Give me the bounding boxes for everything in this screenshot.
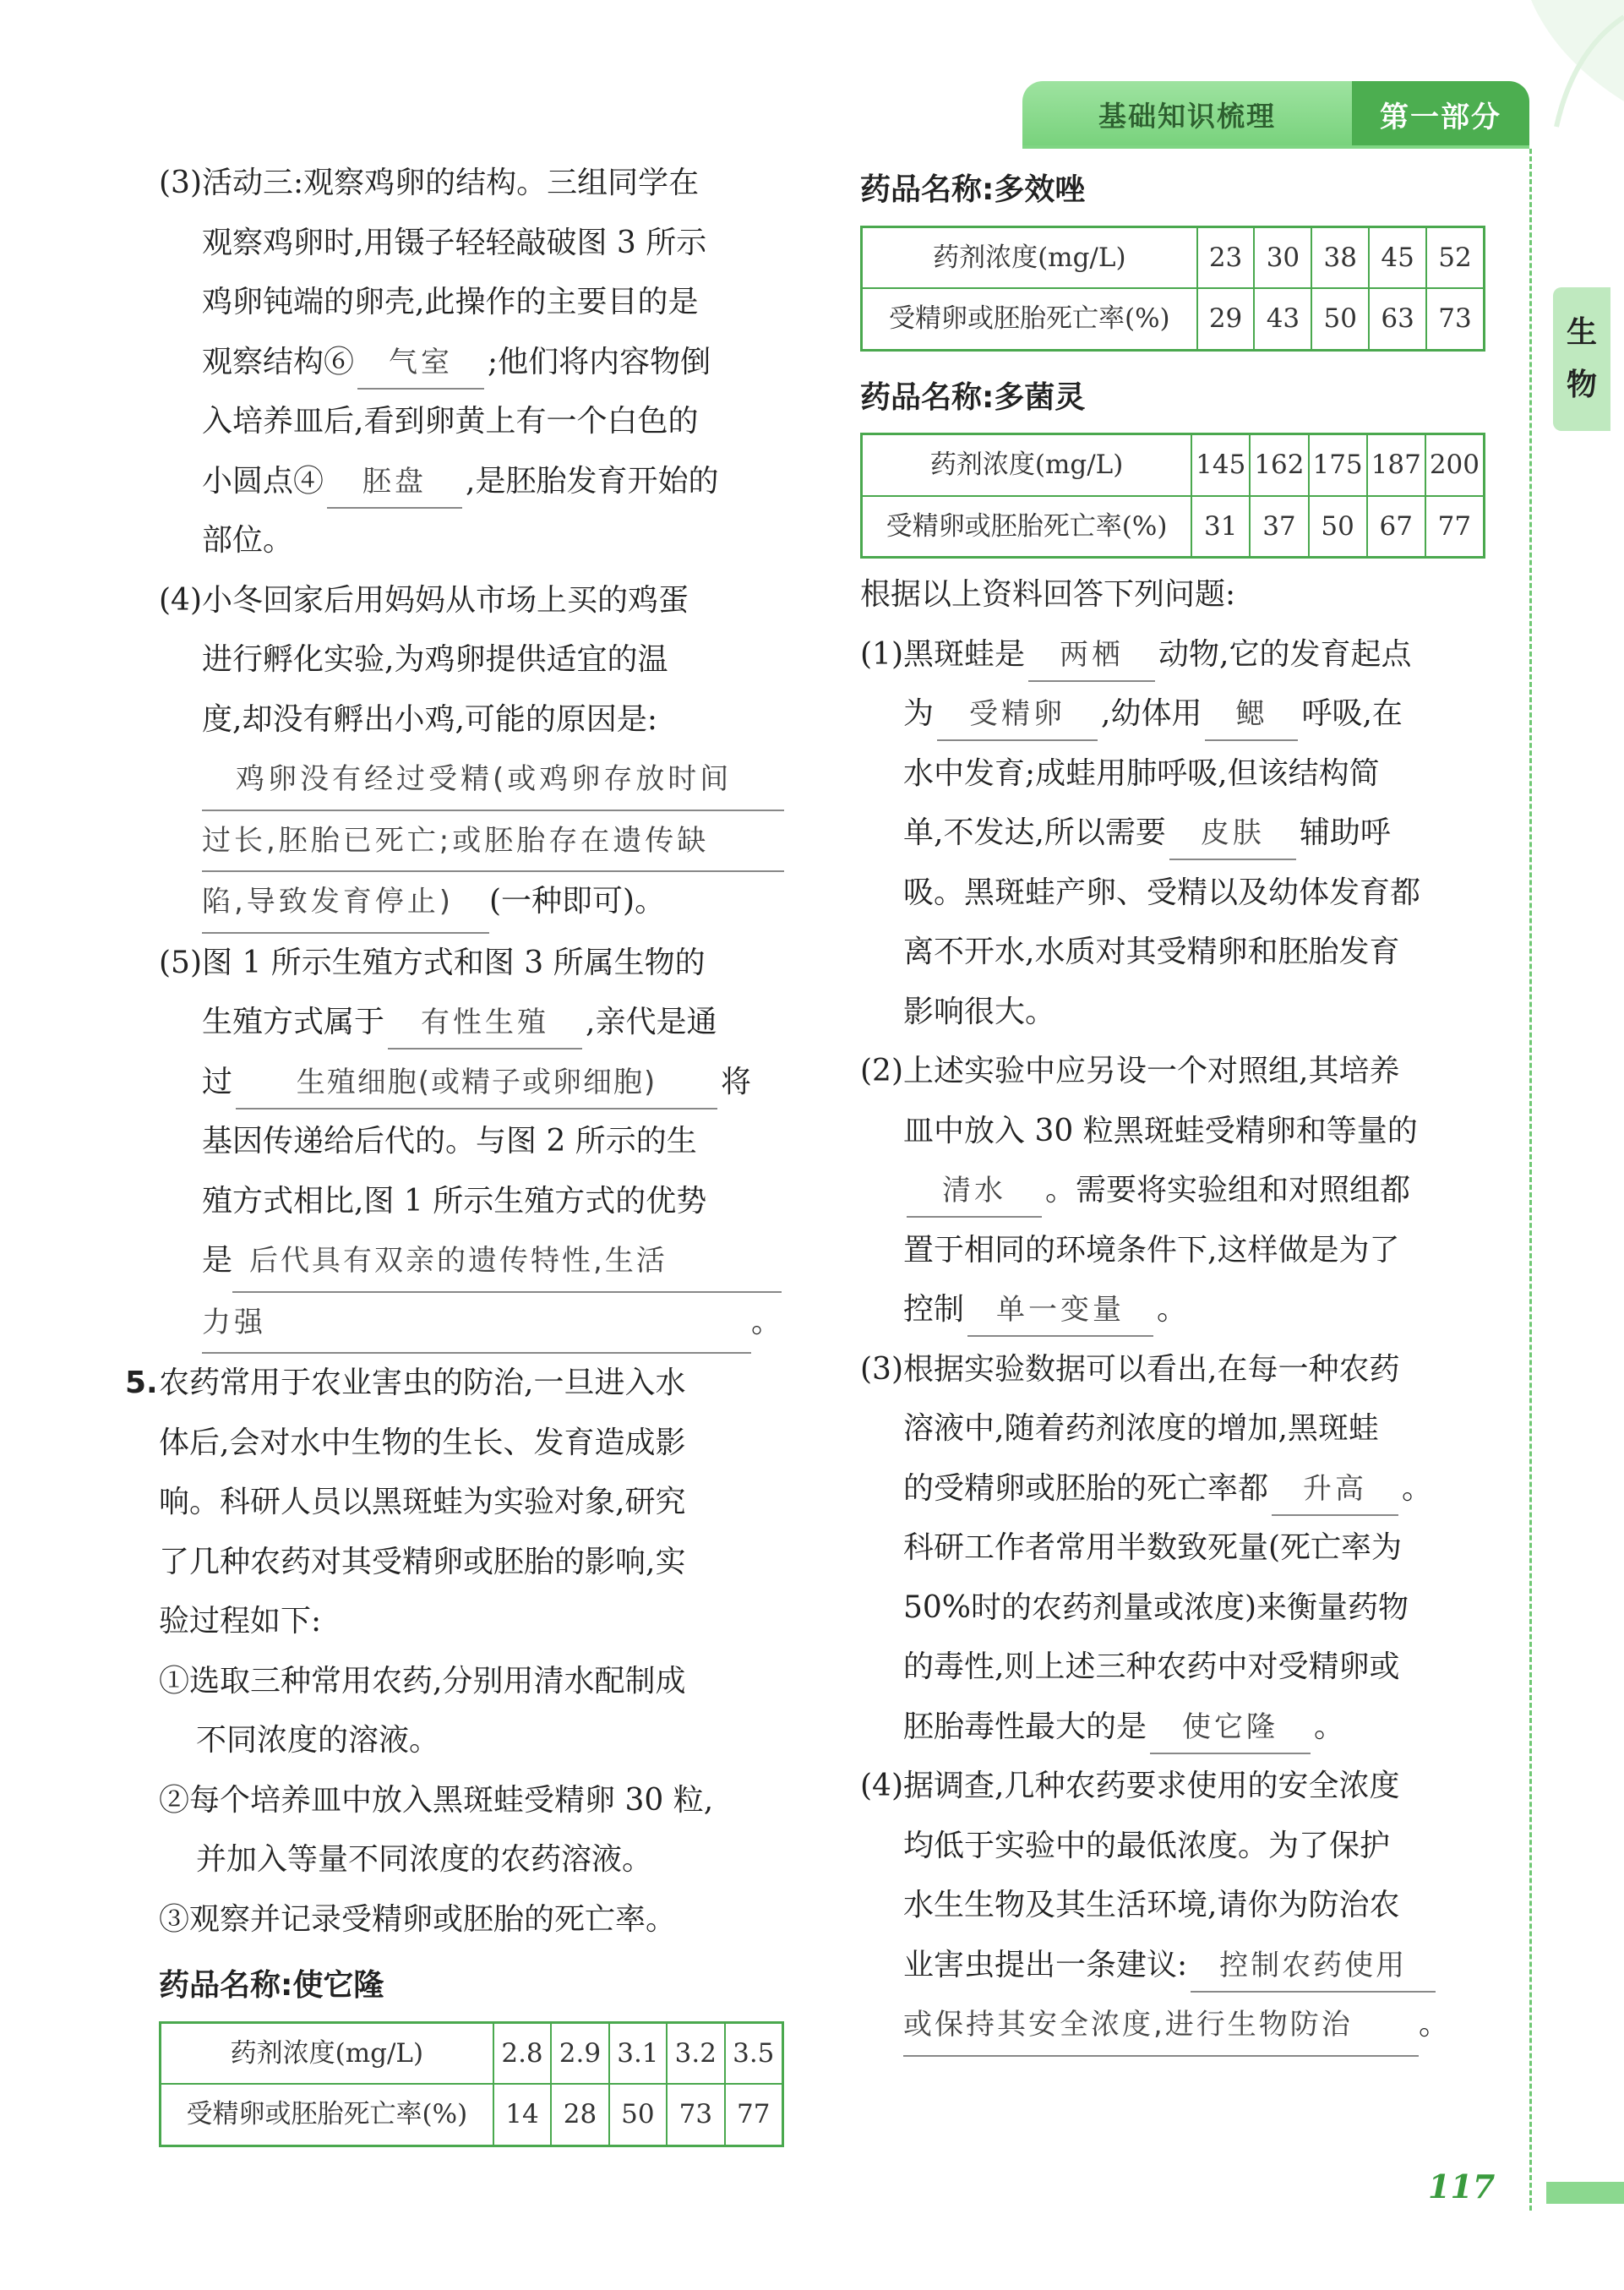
side-tab-char-1: 生	[1566, 315, 1597, 350]
answer-blank: 生殖细胞(或精子或卵细胞)	[236, 1057, 717, 1110]
text-line: 鸡卵钝端的卵壳,此操作的主要目的是	[202, 285, 699, 319]
question-number: (2)	[860, 1054, 903, 1088]
text-segment: 控制	[903, 1292, 965, 1327]
table-cell: 45	[1369, 226, 1426, 288]
question-number: (1)	[860, 636, 903, 672]
answer-blank: 单一变量	[967, 1284, 1153, 1337]
question-number: (4)	[860, 1769, 903, 1803]
table-cell: 200	[1425, 434, 1485, 496]
question-4-left	[159, 571, 784, 934]
text-line: 响。科研人员以黑斑蛙为实验对象,研究	[159, 1485, 686, 1519]
question-3-right	[860, 1340, 1485, 1758]
text-line: 的毒性,则上述三种农药中对受精卵或	[903, 1649, 1400, 1684]
table-cell: 77	[1425, 496, 1485, 558]
table-cell: 63	[1369, 288, 1426, 350]
drug-table-duojunling	[860, 433, 1485, 559]
table-cell: 187	[1367, 434, 1425, 496]
drug-title-duoxiaozuo: 药品名称:多效唑	[860, 172, 1086, 207]
text-line: 农药常用于农业害虫的防治,一旦进入水	[159, 1366, 686, 1400]
text-line: 上述实验中应另设一个对照组,其培养	[903, 1054, 1400, 1088]
text-segment: 单,不发达,所以需要	[903, 815, 1166, 850]
answer-blank: 两栖	[1028, 630, 1155, 682]
text-segment: 的受精卵或胚胎的死亡率都	[903, 1470, 1269, 1506]
text-line: 水生生物及其生活环境,请你为防治农	[903, 1888, 1400, 1922]
answer-line: 或保持其安全浓度,进行生物防治	[903, 1995, 1419, 2057]
text-line: 影响很大。	[903, 994, 1056, 1029]
answer-blank: 清水	[907, 1165, 1042, 1218]
text-line: 水中发育;成蛙用肺呼吸,但该结构简	[903, 755, 1380, 791]
table-cell: 28	[551, 2084, 608, 2146]
text-line: 科研工作者常用半数致死量(死亡率为	[903, 1530, 1403, 1565]
question-4-right	[860, 1757, 1485, 2057]
text-line: 基因传递给后代的。与图 2 所示的生	[202, 1124, 697, 1159]
drug-title-shitalong: 药品名称:使它隆	[159, 1968, 384, 2003]
text-line: 均低于实验中的最低浓度。为了保护	[903, 1828, 1391, 1863]
table-cell: 175	[1309, 434, 1367, 496]
section-tab-part: 第一部分	[1352, 81, 1529, 147]
answer-line: 鸡卵没有经过受精(或鸡卵存放时间	[202, 750, 784, 811]
text-line: 度,却没有孵出小鸡,可能的原因是:	[202, 701, 658, 737]
text-line: 吸。黑斑蛙产卵、受精以及幼体发育都	[903, 875, 1421, 910]
side-tab-char-2: 物	[1566, 368, 1597, 402]
table-row-label: 药剂浓度(mg/L)	[161, 2022, 493, 2084]
answer-blank: 鳃	[1205, 689, 1298, 741]
text-line: 图 1 所示生殖方式和图 3 所属生物的	[202, 945, 706, 980]
text-segment: 胚胎毒性最大的是	[903, 1709, 1147, 1744]
question-number: (4)	[159, 582, 202, 618]
question-1-right	[860, 625, 1485, 1043]
answer-blank: 使它隆	[1150, 1702, 1311, 1754]
text-segment: ;他们将内容物倒	[488, 344, 711, 379]
right-column	[860, 154, 1485, 2057]
question-5-left	[159, 934, 784, 1355]
text-line: 据调查,几种农药要求使用的安全浓度	[903, 1769, 1400, 1803]
answer-blank: 升高	[1272, 1464, 1398, 1516]
table-cell: 38	[1311, 226, 1369, 288]
text-segment: 。	[751, 1304, 782, 1339]
table-cell: 73	[1426, 288, 1484, 350]
drug-table-duoxiaozuo	[860, 226, 1485, 352]
text-line: 了几种农药对其受精卵或胚胎的影响,实	[159, 1544, 686, 1579]
text-line: 活动三:观察鸡卵的结构。三组同学在	[202, 166, 700, 200]
subject-side-tab	[1553, 287, 1610, 431]
table-cell: 29	[1197, 288, 1255, 350]
table-row-label: 受精卵或胚胎死亡率(%)	[862, 288, 1197, 350]
text-segment: 是	[202, 1243, 233, 1278]
left-column	[125, 154, 784, 2147]
step-1: ①选取三种常用农药,分别用清水配制成	[159, 1663, 686, 1698]
text-line: 皿中放入 30 粒黑斑蛙受精卵和等量的	[903, 1113, 1418, 1148]
table-cell: 162	[1250, 434, 1308, 496]
text-line: 根据实验数据可以看出,在每一种农药	[903, 1351, 1400, 1387]
text-line: 观察鸡卵时,用镊子轻轻敲破图 3 所示	[202, 225, 707, 260]
step-2-continued: 并加入等量不同浓度的农药溶液。	[196, 1842, 653, 1877]
question-5-main	[125, 1354, 784, 1949]
text-segment: 将	[721, 1064, 752, 1099]
question-number: (3)	[159, 166, 202, 200]
answer-line: 陷,导致发育停止)	[202, 872, 489, 934]
table-cell: 14	[493, 2084, 551, 2146]
table-cell: 3.5	[725, 2022, 783, 2084]
text-line: 小冬回家后用妈妈从市场上买的鸡蛋	[202, 582, 689, 618]
table-cell: 3.1	[609, 2022, 667, 2084]
table-row-label: 药剂浓度(mg/L)	[862, 226, 1197, 288]
section-tab-basic: 基础知识梳理	[1022, 81, 1352, 147]
step-1-continued: 不同浓度的溶液。	[196, 1723, 440, 1758]
answer-blank: 控制农药使用	[1191, 1940, 1436, 1993]
section-header	[1022, 81, 1529, 147]
table-cell: 2.9	[551, 2022, 608, 2084]
text-segment: 。需要将实验组和对照组都	[1045, 1173, 1411, 1208]
table-cell: 67	[1367, 496, 1425, 558]
text-segment: 生殖方式属于	[202, 1005, 385, 1039]
text-segment: 。	[1419, 2007, 1450, 2042]
table-cell: 50	[609, 2084, 667, 2146]
table-cell: 52	[1426, 226, 1484, 288]
table-cell: 31	[1191, 496, 1250, 558]
text-segment: 。	[1402, 1470, 1433, 1506]
drug-title-duojunling: 药品名称:多菌灵	[860, 379, 1086, 415]
text-line: 殖方式相比,图 1 所示生殖方式的优势	[202, 1183, 707, 1219]
table-cell: 23	[1197, 226, 1255, 288]
text-segment: 。	[1314, 1709, 1345, 1744]
text-segment: 辅助呼	[1299, 815, 1391, 850]
text-segment: (一种即可)。	[489, 884, 666, 919]
text-line: 入培养皿后,看到卵黄上有一个白色的	[202, 404, 699, 439]
text-segment: 呼吸,在	[1301, 696, 1403, 731]
table-cell: 50	[1309, 496, 1367, 558]
table-cell: 77	[725, 2084, 783, 2146]
table-cell: 145	[1191, 434, 1250, 496]
table-cell: 37	[1250, 496, 1308, 558]
answer-blank: 气室	[357, 337, 484, 390]
text-line: 置于相同的环境条件下,这样做是为了	[903, 1232, 1400, 1268]
text-line: 离不开水,水质对其受精卵和胚胎发育	[903, 935, 1400, 969]
text-segment: ,是胚胎发育开始的	[466, 463, 719, 499]
question-3-left	[159, 154, 784, 571]
text-segment: 动物,它的发育起点	[1158, 636, 1412, 672]
step-3: ③观察并记录受精卵或胚胎的死亡率。	[159, 1901, 677, 1937]
table-row-label: 药剂浓度(mg/L)	[862, 434, 1192, 496]
text-segment: 黑斑蛙是	[903, 636, 1026, 672]
answer-line: 后代具有双亲的遗传特性,生活	[232, 1231, 782, 1293]
header-underline	[1022, 145, 1529, 149]
answer-line: 过长,胚胎已死亡;或胚胎存在遗传缺	[202, 811, 784, 873]
text-line: 进行孵化实验,为鸡卵提供适宜的温	[202, 642, 668, 677]
text-segment: 观察结构⑥	[202, 344, 355, 379]
text-segment: 小圆点④	[202, 463, 324, 499]
drug-table-shitalong	[159, 2021, 784, 2147]
answer-blank: 皮肤	[1169, 808, 1296, 860]
answer-blank: 受精卵	[937, 689, 1098, 741]
question-number: (5)	[159, 945, 202, 980]
answer-line: 力强	[202, 1293, 751, 1355]
table-cell: 43	[1254, 288, 1311, 350]
text-segment: 业害虫提出一条建议:	[903, 1947, 1188, 1982]
table-cell: 73	[667, 2084, 724, 2146]
intro-text: 根据以上资料回答下列问题:	[860, 577, 1236, 612]
table-cell: 50	[1311, 288, 1369, 350]
text-segment: 。	[1157, 1292, 1188, 1327]
text-line: 50%时的农药剂量或浓度)来衡量药物	[903, 1589, 1409, 1625]
table-cell: 2.8	[493, 2022, 551, 2084]
page-number: 117	[1428, 2167, 1496, 2205]
answer-blank: 有性生殖	[388, 997, 582, 1050]
step-2: ②每个培养皿中放入黑斑蛙受精卵 30 粒,	[159, 1782, 714, 1818]
table-row-label: 受精卵或胚胎死亡率(%)	[862, 496, 1192, 558]
question-number: (3)	[860, 1351, 903, 1387]
page-number-bar	[1546, 2182, 1624, 2204]
text-line: 验过程如下:	[159, 1604, 322, 1638]
table-cell: 30	[1254, 226, 1311, 288]
text-segment: ,亲代是通	[586, 1005, 717, 1039]
text-segment: 为	[903, 696, 935, 731]
question-2-right	[860, 1042, 1485, 1340]
text-segment: 过	[202, 1064, 233, 1099]
text-segment: ,幼体用	[1101, 696, 1202, 731]
text-line: 部位。	[202, 523, 294, 558]
text-line: 溶液中,随着药剂浓度的增加,黑斑蛙	[903, 1411, 1379, 1446]
answer-blank: 胚盘	[327, 456, 462, 509]
question-number: 5.	[125, 1366, 158, 1400]
table-row-label: 受精卵或胚胎死亡率(%)	[161, 2084, 493, 2146]
table-cell: 3.2	[667, 2022, 724, 2084]
text-line: 体后,会对水中生物的生长、发育造成影	[159, 1425, 686, 1460]
side-dashed-line	[1529, 149, 1532, 2211]
